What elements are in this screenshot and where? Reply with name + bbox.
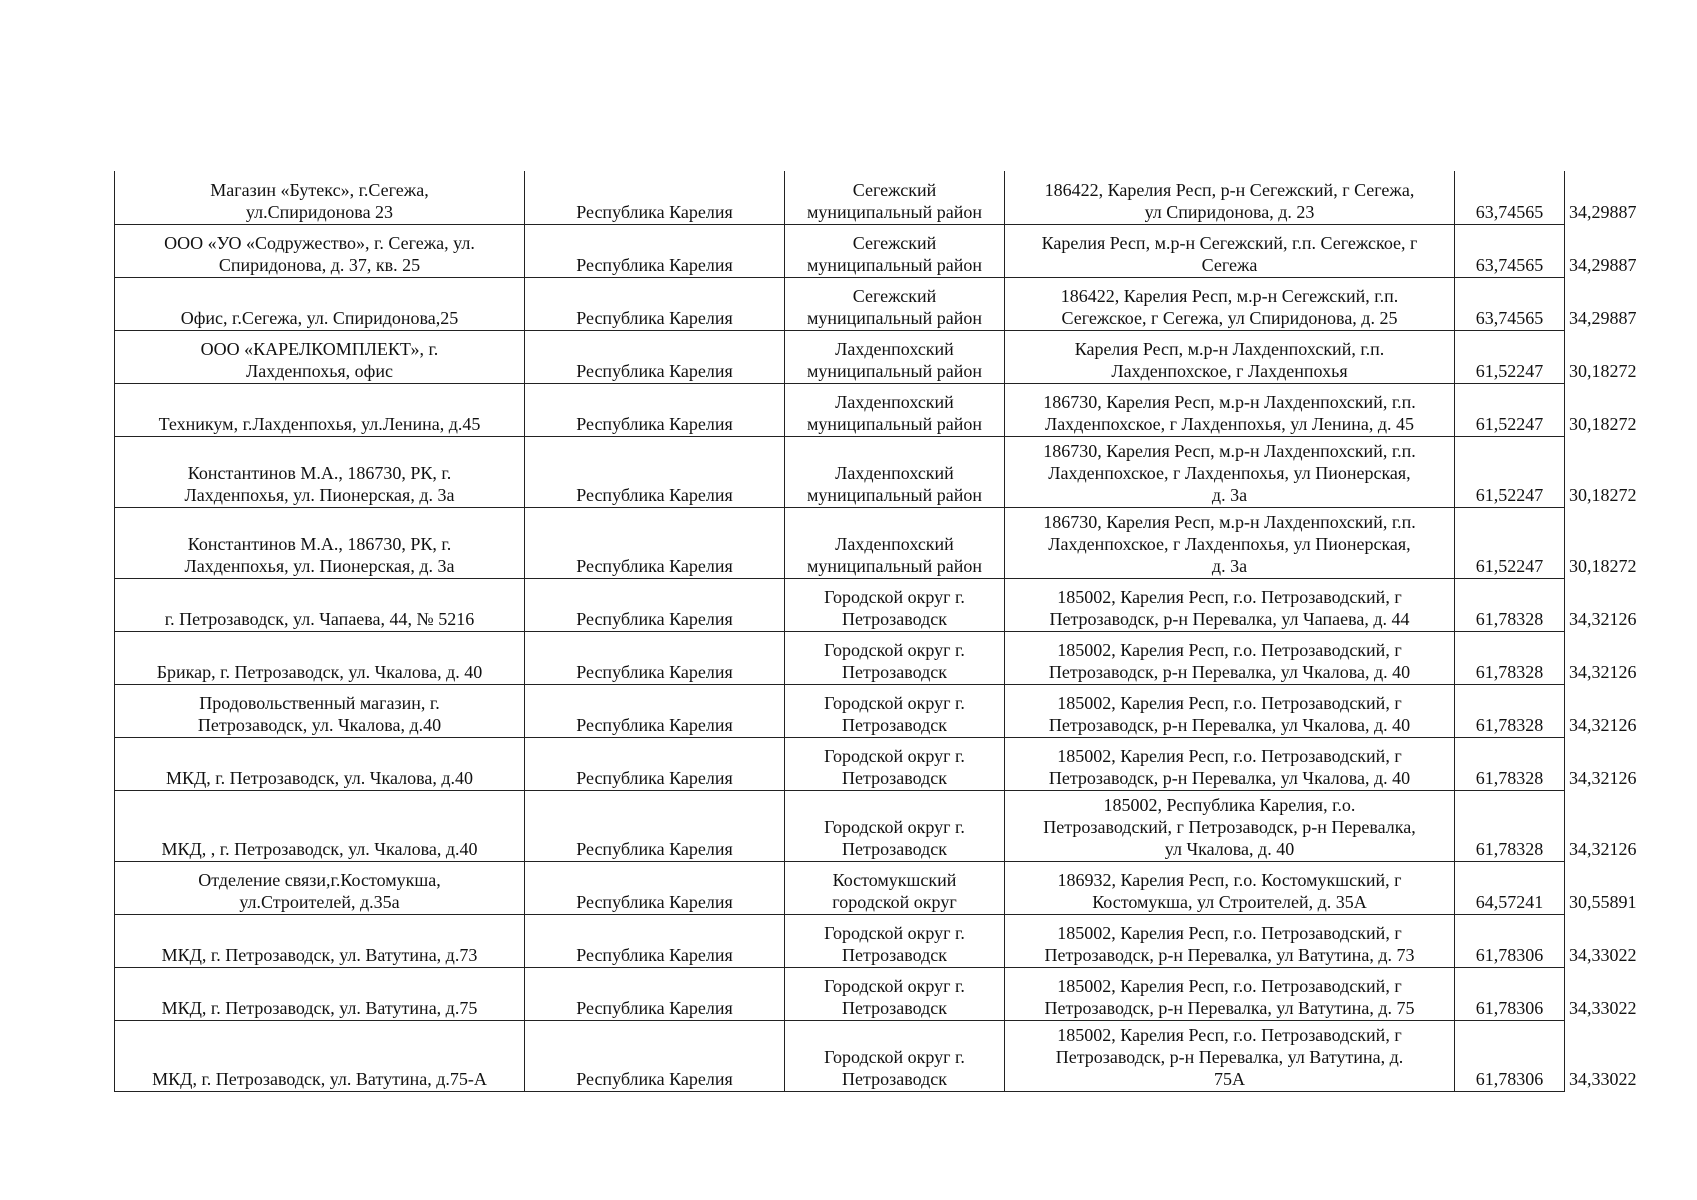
object-name-cell: МКД, г. Петрозаводск, ул. Ватутина, д.75 [115,967,525,1020]
region-cell: Республика Карелия [525,967,785,1020]
address-cell: 185002, Карелия Респ, г.о. Петрозаводский, г Петрозаводск, р-н Перевалка, ул Ватутина, д. 73 [1005,914,1455,967]
region-cell: Республика Карелия [525,277,785,330]
region-cell: Республика Карелия [525,578,785,631]
latitude-cell: 61,52247 [1455,436,1565,507]
district-cell: Лахденпохский муниципальный район [785,330,1005,383]
address-cell: 186932, Карелия Респ, г.о. Костомукшский, г Костомукша, ул Строителей, д. 35А [1005,861,1455,914]
address-cell: 185002, Республика Карелия, г.о. Петрозаводский, г Петрозаводск, р-н Перевалка, ул Чкалова, д. 40 [1005,790,1455,861]
latitude-cell: 61,78306 [1455,967,1565,1020]
object-name-cell: Продовольственный магазин, г. Петрозаводск, ул. Чкалова, д.40 [115,684,525,737]
region-cell: Республика Карелия [525,737,785,790]
district-cell: Городской округ г. Петрозаводск [785,737,1005,790]
object-name-cell: Брикар, г. Петрозаводск, ул. Чкалова, д. 40 [115,631,525,684]
region-cell: Республика Карелия [525,631,785,684]
latitude-cell: 61,78328 [1455,790,1565,861]
latitude-cell: 61,52247 [1455,383,1565,436]
district-cell: Лахденпохский муниципальный район [785,436,1005,507]
latitude-cell: 61,78328 [1455,631,1565,684]
address-cell: 185002, Карелия Респ, г.о. Петрозаводский, г Петрозаводск, р-н Перевалка, ул Чапаева, д. 44 [1005,578,1455,631]
district-cell: Городской округ г. Петрозаводск [785,684,1005,737]
address-cell: Карелия Респ, м.р-н Лахденпохский, г.п. Лахденпохское, г Лахденпохья [1005,330,1455,383]
region-cell: Республика Карелия [525,1020,785,1091]
object-name-cell: г. Петрозаводск, ул. Чапаева, 44, № 5216 [115,578,525,631]
district-cell: Сегежский муниципальный район [785,171,1005,224]
region-cell: Республика Карелия [525,861,785,914]
table-row: МКД, г. Петрозаводск, ул. Ватутина, д.75-А Республика Карелия Городской округ г. Петрозаводск 185002, Карелия Респ, г.о. Петрозаводский, г Петрозаводск, р-н Перевалка, ул Ватутина, д. 75А 61,78306 34,33022 [115,1020,1565,1091]
district-cell: Городской округ г. Петрозаводск [785,967,1005,1020]
district-cell: Городской округ г. Петрозаводск [785,631,1005,684]
region-cell: Республика Карелия [525,436,785,507]
address-cell: 186730, Карелия Респ, м.р-н Лахденпохский, г.п. Лахденпохское, г Лахденпохья, ул Пионерская, д. 3а [1005,436,1455,507]
address-cell: 185002, Карелия Респ, г.о. Петрозаводский, г Петрозаводск, р-н Перевалка, ул Чкалова, д. 40 [1005,737,1455,790]
object-name-cell: МКД, г. Петрозаводск, ул. Чкалова, д.40 [115,737,525,790]
region-cell: Республика Карелия [525,914,785,967]
address-cell: 186730, Карелия Респ, м.р-н Лахденпохский, г.п. Лахденпохское, г Лахденпохья, ул Ленина, д. 45 [1005,383,1455,436]
latitude-cell: 61,52247 [1455,507,1565,578]
table-row: Брикар, г. Петрозаводск, ул. Чкалова, д. 40 Республика Карелия Городской округ г. Петрозаводск 185002, Карелия Респ, г.о. Петрозаводский, г Петрозаводск, р-н Перевалка, ул Чкалова, д. 40 61,78328 34,32126 [115,631,1565,684]
region-cell: Республика Карелия [525,790,785,861]
object-name-cell: Офис, г.Сегежа, ул. Спиридонова,25 [115,277,525,330]
region-cell: Республика Карелия [525,224,785,277]
table-row: Офис, г.Сегежа, ул. Спиридонова,25 Республика Карелия Сегежский муниципальный район 186422, Карелия Респ, м.р-н Сегежский, г.п. Сегежское, г Сегежа, ул Спиридонова, д. 25 63,74565 34,29887 [115,277,1565,330]
latitude-cell: 61,78306 [1455,914,1565,967]
object-name-cell: Константинов М.А., 186730, РК, г. Лахденпохья, ул. Пионерская, д. 3а [115,436,525,507]
latitude-cell: 63,74565 [1455,277,1565,330]
object-name-cell: Константинов М.А., 186730, РК, г. Лахденпохья, ул. Пионерская, д. 3а [115,507,525,578]
district-cell: Лахденпохский муниципальный район [785,507,1005,578]
object-name-cell: МКД, г. Петрозаводск, ул. Ватутина, д.75-А [115,1020,525,1091]
table-row: Константинов М.А., 186730, РК, г. Лахденпохья, ул. Пионерская, д. 3а Республика Карелия Лахденпохский муниципальный район 186730, Карелия Респ, м.р-н Лахденпохский, г.п. Лахденпохское, г Лахденпохья, ул Пионерская, д. 3а 61,52247 30,18272 [115,436,1565,507]
region-cell: Республика Карелия [525,684,785,737]
latitude-cell: 63,74565 [1455,171,1565,224]
address-cell: 186422, Карелия Респ, р-н Сегежский, г Сегежа, ул Спиридонова, д. 23 [1005,171,1455,224]
region-cell: Республика Карелия [525,171,785,224]
address-cell: 186730, Карелия Респ, м.р-н Лахденпохский, г.п. Лахденпохское, г Лахденпохья, ул Пионерская, д. 3а [1005,507,1455,578]
object-name-cell: Техникум, г.Лахденпохья, ул.Ленина, д.45 [115,383,525,436]
object-name-cell: ООО «УО «Содружество», г. Сегежа, ул. Спиридонова, д. 37, кв. 25 [115,224,525,277]
table-row: ООО «УО «Содружество», г. Сегежа, ул. Спиридонова, д. 37, кв. 25 Республика Карелия Сегежский муниципальный район Карелия Респ, м.р-н Сегежский, г.п. Сегежское, г Сегежа 63,74565 34,29887 [115,224,1565,277]
table-row: Отделение связи,г.Костомукша, ул.Строителей, д.35а Республика Карелия Костомукшский городской округ 186932, Карелия Респ, г.о. Костомукшский, г Костомукша, ул Строителей, д. 35А 64,57241 30,55891 [115,861,1565,914]
address-cell: 185002, Карелия Респ, г.о. Петрозаводский, г Петрозаводск, р-н Перевалка, ул Чкалова, д. 40 [1005,631,1455,684]
object-name-cell: МКД, , г. Петрозаводск, ул. Чкалова, д.40 [115,790,525,861]
table-row: МКД, г. Петрозаводск, ул. Ватутина, д.73 Республика Карелия Городской округ г. Петрозаводск 185002, Карелия Респ, г.о. Петрозаводский, г Петрозаводск, р-н Перевалка, ул Ватутина, д. 73 61,78306 34,33022 [115,914,1565,967]
object-name-cell: ООО «КАРЕЛКОМПЛЕКТ», г. Лахденпохья, офис [115,330,525,383]
address-cell: Карелия Респ, м.р-н Сегежский, г.п. Сегежское, г Сегежа [1005,224,1455,277]
region-cell: Республика Карелия [525,383,785,436]
region-cell: Республика Карелия [525,330,785,383]
latitude-cell: 61,78306 [1455,1020,1565,1091]
address-table [114,171,1637,1092]
table-row: Продовольственный магазин, г. Петрозаводск, ул. Чкалова, д.40 Республика Карелия Городской округ г. Петрозаводск 185002, Карелия Респ, г.о. Петрозаводский, г Петрозаводск, р-н Перевалка, ул Чкалова, д. 40 61,78328 34,32126 [115,684,1565,737]
latitude-cell: 64,57241 [1455,861,1565,914]
table-row: ООО «КАРЕЛКОМПЛЕКТ», г. Лахденпохья, офис Республика Карелия Лахденпохский муниципальный район Карелия Респ, м.р-н Лахденпохский, г.п. Лахденпохское, г Лахденпохья 61,52247 30,18272 [115,330,1565,383]
latitude-cell: 63,74565 [1455,224,1565,277]
district-cell: Городской округ г. Петрозаводск [785,1020,1005,1091]
region-cell: Республика Карелия [525,507,785,578]
district-cell: Костомукшский городской округ [785,861,1005,914]
address-cell: 185002, Карелия Респ, г.о. Петрозаводский, г Петрозаводск, р-н Перевалка, ул Ватутина, д. 75А [1005,1020,1455,1091]
table-row: Техникум, г.Лахденпохья, ул.Ленина, д.45 Республика Карелия Лахденпохский муниципальный район 186730, Карелия Респ, м.р-н Лахденпохский, г.п. Лахденпохское, г Лахденпохья, ул Ленина, д. 45 61,52247 30,18272 [115,383,1565,436]
table-row: МКД, г. Петрозаводск, ул. Ватутина, д.75 Республика Карелия Городской округ г. Петрозаводск 185002, Карелия Респ, г.о. Петрозаводский, г Петрозаводск, р-н Перевалка, ул Ватутина, д. 75 61,78306 34,33022 [115,967,1565,1020]
object-name-cell: Магазин «Бутекс», г.Сегежа, ул.Спиридонова 23 [115,171,525,224]
table-row: г. Петрозаводск, ул. Чапаева, 44, № 5216 Республика Карелия Городской округ г. Петрозаводск 185002, Карелия Респ, г.о. Петрозаводский, г Петрозаводск, р-н Перевалка, ул Чапаева, д. 44 61,78328 34,32126 [115,578,1565,631]
address-cell: 185002, Карелия Респ, г.о. Петрозаводский, г Петрозаводск, р-н Перевалка, ул Ватутина, д. 75 [1005,967,1455,1020]
district-cell: Сегежский муниципальный район [785,224,1005,277]
object-name-cell: Отделение связи,г.Костомукша, ул.Строителей, д.35а [115,861,525,914]
district-cell: Сегежский муниципальный район [785,277,1005,330]
object-name-cell: МКД, г. Петрозаводск, ул. Ватутина, д.73 [115,914,525,967]
latitude-cell: 61,52247 [1455,330,1565,383]
latitude-cell: 61,78328 [1455,684,1565,737]
district-cell: Лахденпохский муниципальный район [785,383,1005,436]
district-cell: Городской округ г. Петрозаводск [785,578,1005,631]
latitude-cell: 61,78328 [1455,578,1565,631]
address-cell: 185002, Карелия Респ, г.о. Петрозаводский, г Петрозаводск, р-н Перевалка, ул Чкалова, д. 40 [1005,684,1455,737]
latitude-cell: 61,78328 [1455,737,1565,790]
address-cell: 186422, Карелия Респ, м.р-н Сегежский, г.п. Сегежское, г Сегежа, ул Спиридонова, д. 25 [1005,277,1455,330]
table-row: Константинов М.А., 186730, РК, г. Лахденпохья, ул. Пионерская, д. 3а Республика Карелия Лахденпохский муниципальный район 186730, Карелия Респ, м.р-н Лахденпохский, г.п. Лахденпохское, г Лахденпохья, ул Пионерская, д. 3а 61,52247 30,18272 [115,507,1565,578]
district-cell: Городской округ г. Петрозаводск [785,914,1005,967]
table-row: МКД, г. Петрозаводск, ул. Чкалова, д.40 Республика Карелия Городской округ г. Петрозаводск 185002, Карелия Респ, г.о. Петрозаводский, г Петрозаводск, р-н Перевалка, ул Чкалова, д. 40 61,78328 34,32126 [115,737,1565,790]
table-row: Магазин «Бутекс», г.Сегежа, ул.Спиридонова 23 Республика Карелия Сегежский муниципальный район 186422, Карелия Респ, р-н Сегежский, г Сегежа, ул Спиридонова, д. 23 63,74565 34,29887 [115,171,1565,224]
table-row: МКД, , г. Петрозаводск, ул. Чкалова, д.40 Республика Карелия Городской округ г. Петрозаводск 185002, Республика Карелия, г.о. Петрозаводский, г Петрозаводск, р-н Перевалка, ул Чкалова, д. 40 61,78328 34,32126 [115,790,1565,861]
district-cell: Городской округ г. Петрозаводск [785,790,1005,861]
